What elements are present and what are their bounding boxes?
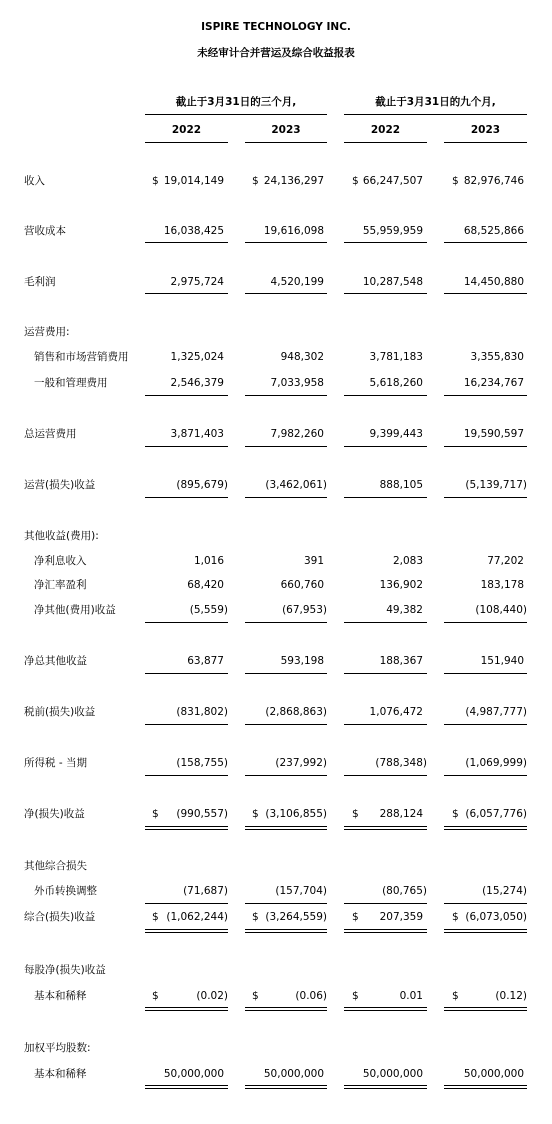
cell-value: 0.01: [399, 990, 423, 1002]
row-label: 净总其他收益: [24, 655, 87, 667]
subtotal-rule: [145, 242, 228, 243]
cell-value: 7,982,260: [270, 428, 324, 440]
cell-value: (3,462,061): [265, 479, 327, 491]
row-label: 销售和市场营销费用: [34, 351, 129, 363]
year-header: 2022: [171, 124, 202, 136]
subtotal-rule: [344, 775, 427, 776]
cell-value: 50,000,000: [362, 1068, 423, 1080]
cell-value: 55,959,959: [362, 225, 423, 237]
subtotal-rule: [444, 622, 527, 623]
cell-value: 16,038,425: [163, 225, 224, 237]
subtotal-rule: [444, 293, 527, 294]
total-double-rule: [344, 1007, 427, 1011]
cell-value: 4,520,199: [270, 276, 324, 288]
cell-value: (788,348): [375, 757, 427, 769]
cell-value: 63,877: [187, 655, 224, 667]
total-double-rule: [145, 1007, 228, 1011]
dollar-sign: $: [152, 808, 159, 820]
cell-value: 50,000,000: [163, 1068, 224, 1080]
total-double-rule: [245, 826, 327, 830]
row-label: 总运营费用: [24, 428, 77, 440]
total-double-rule: [245, 929, 327, 933]
subtotal-rule: [344, 673, 427, 674]
cell-value: (1,062,244): [166, 911, 228, 923]
row-label: 基本和稀释: [34, 1068, 87, 1080]
section-label: 运营费用:: [24, 326, 70, 338]
cell-value: 288,124: [379, 808, 423, 820]
cell-value: 50,000,000: [263, 1068, 324, 1080]
dollar-sign: $: [452, 990, 459, 1002]
dollar-sign: $: [352, 990, 359, 1002]
header-three-months: 截止于3月31日的三个月,: [175, 96, 297, 108]
dollar-sign: $: [252, 990, 259, 1002]
subtotal-rule: [145, 293, 228, 294]
cell-value: (0.06): [295, 990, 327, 1002]
section-label: 每股净(损失)收益: [24, 964, 106, 976]
cell-value: (895,679): [176, 479, 228, 491]
cell-value: 16,234,767: [463, 377, 524, 389]
cell-value: (71,687): [183, 885, 228, 897]
subtotal-rule: [344, 242, 427, 243]
cell-value: 77,202: [487, 555, 524, 567]
cell-value: (6,057,776): [465, 808, 527, 820]
cell-value: 19,014,149: [163, 175, 224, 187]
cell-value: 49,382: [386, 604, 423, 616]
row-label: 营收成本: [24, 225, 66, 237]
cell-value: 2,083: [392, 555, 423, 567]
subtotal-rule: [145, 497, 228, 498]
cell-value: 3,781,183: [369, 351, 423, 363]
row-label: 一般和管理费用: [34, 377, 108, 389]
subtotal-rule: [145, 622, 228, 623]
total-double-rule: [245, 1085, 327, 1089]
year-rule: [344, 142, 427, 143]
cell-value: 3,355,830: [470, 351, 524, 363]
dollar-sign: $: [352, 175, 359, 187]
subtotal-rule: [444, 775, 527, 776]
row-label: 毛利润: [24, 276, 56, 288]
subtotal-rule: [444, 673, 527, 674]
year-header: 2023: [470, 124, 501, 136]
cell-value: (2,868,863): [265, 706, 327, 718]
row-label: 净其他(费用)收益: [34, 604, 116, 616]
cell-value: 2,546,379: [170, 377, 224, 389]
subtotal-rule: [145, 446, 228, 447]
year-rule: [245, 142, 327, 143]
subtotal-rule: [245, 622, 327, 623]
cell-value: 660,760: [280, 579, 324, 591]
cell-value: 151,940: [480, 655, 524, 667]
row-label: 净利息收入: [34, 555, 87, 567]
subtotal-rule: [245, 724, 327, 725]
subtotal-rule: [245, 446, 327, 447]
dollar-sign: $: [452, 175, 459, 187]
total-double-rule: [145, 929, 228, 933]
cell-value: 183,178: [480, 579, 524, 591]
dollar-sign: $: [352, 808, 359, 820]
total-double-rule: [145, 826, 228, 830]
total-double-rule: [344, 1085, 427, 1089]
subtotal-rule: [145, 673, 228, 674]
cell-value: (0.12): [495, 990, 527, 1002]
cell-value: 50,000,000: [463, 1068, 524, 1080]
dollar-sign: $: [352, 911, 359, 923]
row-label: 运营(损失)收益: [24, 479, 96, 491]
subtotal-rule: [245, 395, 327, 396]
subtotal-rule: [245, 293, 327, 294]
subtotal-rule: [444, 242, 527, 243]
row-label: 税前(损失)收益: [24, 706, 96, 718]
cell-value: 391: [303, 555, 324, 567]
subtotal-rule: [344, 622, 427, 623]
cell-value: 68,420: [187, 579, 224, 591]
section-label: 其他综合损失: [24, 860, 87, 872]
subtotal-rule: [145, 775, 228, 776]
total-double-rule: [444, 1085, 527, 1089]
cell-value: (3,106,855): [265, 808, 327, 820]
row-label: 基本和稀释: [34, 990, 87, 1002]
cell-value: (237,992): [275, 757, 327, 769]
row-label: 收入: [24, 175, 45, 187]
dollar-sign: $: [452, 808, 459, 820]
cell-value: 136,902: [379, 579, 423, 591]
cell-value: (80,765): [382, 885, 427, 897]
cell-value: 948,302: [280, 351, 324, 363]
cell-value: (4,987,777): [465, 706, 527, 718]
subtotal-rule: [444, 724, 527, 725]
cell-value: 68,525,866: [463, 225, 524, 237]
subtotal-rule: [344, 395, 427, 396]
header-nine-months: 截止于3月31日的九个月,: [375, 96, 496, 108]
dollar-sign: $: [252, 911, 259, 923]
subtotal-rule: [245, 775, 327, 776]
year-header: 2022: [370, 124, 401, 136]
subtotal-rule: [344, 446, 427, 447]
cell-value: 1,325,024: [170, 351, 224, 363]
cell-value: (157,704): [275, 885, 327, 897]
row-label: 所得税 - 当期: [24, 757, 87, 769]
row-label: 净汇率盈利: [34, 579, 87, 591]
cell-value: 5,618,260: [369, 377, 423, 389]
cell-value: 3,871,403: [170, 428, 224, 440]
cell-value: (67,953): [282, 604, 327, 616]
subtotal-rule: [444, 446, 527, 447]
subtotal-rule: [245, 242, 327, 243]
cell-value: (158,755): [176, 757, 228, 769]
cell-value: (15,274): [482, 885, 527, 897]
cell-value: 1,076,472: [369, 706, 423, 718]
total-double-rule: [444, 826, 527, 830]
subtotal-rule: [344, 724, 427, 725]
total-double-rule: [245, 1007, 327, 1011]
subtotal-rule: [145, 903, 228, 904]
subtotal-rule: [145, 724, 228, 725]
cell-value: 7,033,958: [270, 377, 324, 389]
year-rule: [444, 142, 527, 143]
cell-value: 19,590,597: [463, 428, 524, 440]
cell-value: (3,264,559): [265, 911, 327, 923]
year-header: 2023: [271, 124, 301, 136]
cell-value: (108,440): [475, 604, 527, 616]
cell-value: (0.02): [196, 990, 228, 1002]
subtotal-rule: [245, 673, 327, 674]
cell-value: 9,399,443: [369, 428, 423, 440]
cell-value: (831,802): [176, 706, 228, 718]
cell-value: 14,450,880: [463, 276, 524, 288]
section-label: 其他收益(费用):: [24, 530, 99, 542]
subtotal-rule: [344, 497, 427, 498]
subtotal-rule: [444, 395, 527, 396]
statement-title: 未经审计合并营运及综合收益报表: [197, 47, 355, 59]
total-double-rule: [145, 1085, 228, 1089]
cell-value: 2,975,724: [170, 276, 224, 288]
total-double-rule: [444, 1007, 527, 1011]
total-double-rule: [444, 929, 527, 933]
cell-value: 10,287,548: [362, 276, 423, 288]
dollar-sign: $: [152, 175, 159, 187]
cell-value: 188,367: [379, 655, 423, 667]
cell-value: 207,359: [379, 911, 423, 923]
cell-value: (5,559): [189, 604, 228, 616]
cell-value: 24,136,297: [263, 175, 324, 187]
cell-value: 19,616,098: [263, 225, 324, 237]
subtotal-rule: [344, 903, 427, 904]
cell-value: 66,247,507: [362, 175, 423, 187]
row-label: 净(损失)收益: [24, 808, 85, 820]
cell-value: 593,198: [280, 655, 324, 667]
subtotal-rule: [145, 395, 228, 396]
dollar-sign: $: [452, 911, 459, 923]
cell-value: (5,139,717): [465, 479, 527, 491]
dollar-sign: $: [152, 911, 159, 923]
header-rule: [344, 114, 527, 115]
cell-value: (1,069,999): [465, 757, 527, 769]
header-rule: [145, 114, 327, 115]
dollar-sign: $: [152, 990, 159, 1002]
year-rule: [145, 142, 228, 143]
row-label: 综合(损失)收益: [24, 911, 96, 923]
cell-value: (990,557): [176, 808, 228, 820]
section-label: 加权平均股数:: [24, 1042, 91, 1054]
cell-value: (6,073,050): [465, 911, 527, 923]
subtotal-rule: [344, 293, 427, 294]
subtotal-rule: [245, 497, 327, 498]
company-name: ISPIRE TECHNOLOGY INC.: [201, 21, 351, 33]
subtotal-rule: [444, 497, 527, 498]
dollar-sign: $: [252, 175, 259, 187]
subtotal-rule: [444, 903, 527, 904]
cell-value: 82,976,746: [463, 175, 524, 187]
row-label: 外币转换调整: [34, 885, 97, 897]
total-double-rule: [344, 826, 427, 830]
subtotal-rule: [245, 903, 327, 904]
cell-value: 888,105: [379, 479, 423, 491]
dollar-sign: $: [252, 808, 259, 820]
total-double-rule: [344, 929, 427, 933]
cell-value: 1,016: [193, 555, 224, 567]
